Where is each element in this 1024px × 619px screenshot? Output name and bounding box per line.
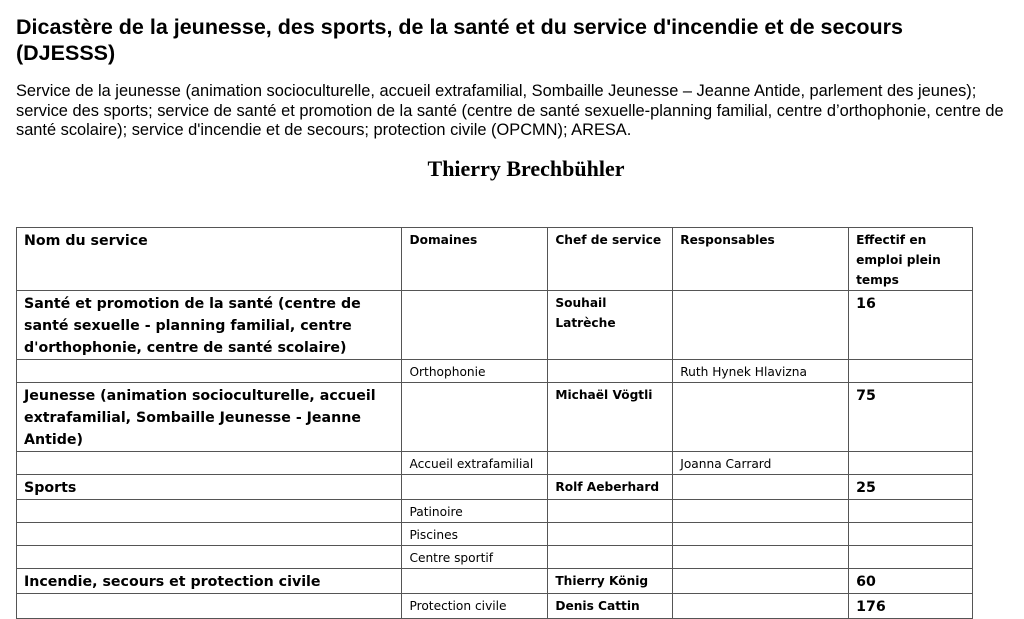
fte: 25: [849, 475, 973, 500]
department-head: Thierry Brechbühler: [427, 155, 625, 181]
service-name: [17, 360, 402, 383]
header-fte: Effectif en emploi plein temps: [849, 228, 973, 291]
chief: [548, 452, 673, 475]
chief: [548, 360, 673, 383]
domain: Centre sportif: [402, 546, 548, 569]
chief: Denis Cattin: [548, 594, 673, 619]
table-row: [17, 569, 973, 594]
table-row: [17, 383, 973, 452]
header-chief: Chef de service: [548, 228, 673, 291]
responsible: [673, 594, 849, 619]
chief: Souhail Latrèche: [548, 291, 673, 360]
table-row: [17, 291, 973, 360]
responsible: [673, 383, 849, 452]
service-name: Santé et promotion de la santé (centre de santé sexuelle - planning familial, centre d'orthophonie, centre de santé scolaire): [17, 291, 402, 360]
service-name: Incendie, secours et protection civile: [17, 569, 402, 594]
domain: Orthophonie: [402, 360, 548, 383]
service-name: [17, 452, 402, 475]
responsible: Ruth Hynek Hlavizna: [673, 360, 849, 383]
table-row: [17, 523, 973, 546]
chief: Thierry König: [548, 569, 673, 594]
responsible: [673, 569, 849, 594]
table-row: [17, 500, 973, 523]
domain: [402, 291, 548, 360]
fte: [849, 360, 973, 383]
fte: 16: [849, 291, 973, 360]
responsible: [673, 546, 849, 569]
table-header-row: [17, 228, 973, 291]
fte: [849, 452, 973, 475]
chief: Michaël Vögtli: [548, 383, 673, 452]
table-row: [17, 452, 973, 475]
service-name: [17, 500, 402, 523]
chief: [548, 500, 673, 523]
fte: [849, 500, 973, 523]
responsible: Joanna Carrard: [673, 452, 849, 475]
service-name: Jeunesse (animation socioculturelle, accueil extrafamilial, Sombaille Jeunesse - Jeanne Antide): [17, 383, 402, 452]
fte: 176: [849, 594, 973, 619]
chief: [548, 546, 673, 569]
responsible: [673, 291, 849, 360]
services-table: [16, 227, 973, 619]
service-name: [17, 546, 402, 569]
table-row: [17, 594, 973, 619]
fte: 75: [849, 383, 973, 452]
responsible: [673, 500, 849, 523]
responsible: [673, 523, 849, 546]
domain: Patinoire: [402, 500, 548, 523]
domain: Protection civile: [402, 594, 548, 619]
fte: [849, 523, 973, 546]
header-service-name: Nom du service: [17, 228, 402, 291]
fte: [849, 546, 973, 569]
table-row: [17, 546, 973, 569]
domain: [402, 569, 548, 594]
chief: Rolf Aeberhard: [548, 475, 673, 500]
responsible: [673, 475, 849, 500]
document: [0, 0, 1024, 183]
domain: [402, 383, 548, 452]
table-row: [17, 475, 973, 500]
header-domains: Domaines: [402, 228, 548, 291]
service-name: [17, 523, 402, 546]
chief: [548, 523, 673, 546]
domain: Piscines: [402, 523, 548, 546]
domain: Accueil extrafamilial: [402, 452, 548, 475]
domain: [402, 475, 548, 500]
department-description: Service de la jeunesse (animation socioculturelle, accueil extrafamilial, Sombaille Jeunesse – Jeanne Antide, parlement des jeunes); service des sports; service de santé et promotion de la santé (centre de santé sexuelle-planning familial, centre d’orthophonie, centre de santé scolaire); service d'incendie et de secours; protection civile (OPCMN); ARESA.: [16, 82, 1004, 139]
header-responsibles: Responsables: [673, 228, 849, 291]
page-title: Dicastère de la jeunesse, des sports, de la santé et du service d'incendie et de secours (DJESSS): [16, 15, 903, 65]
table-row: [17, 360, 973, 383]
service-name: Sports: [17, 475, 402, 500]
service-name: [17, 594, 402, 619]
fte: 60: [849, 569, 973, 594]
